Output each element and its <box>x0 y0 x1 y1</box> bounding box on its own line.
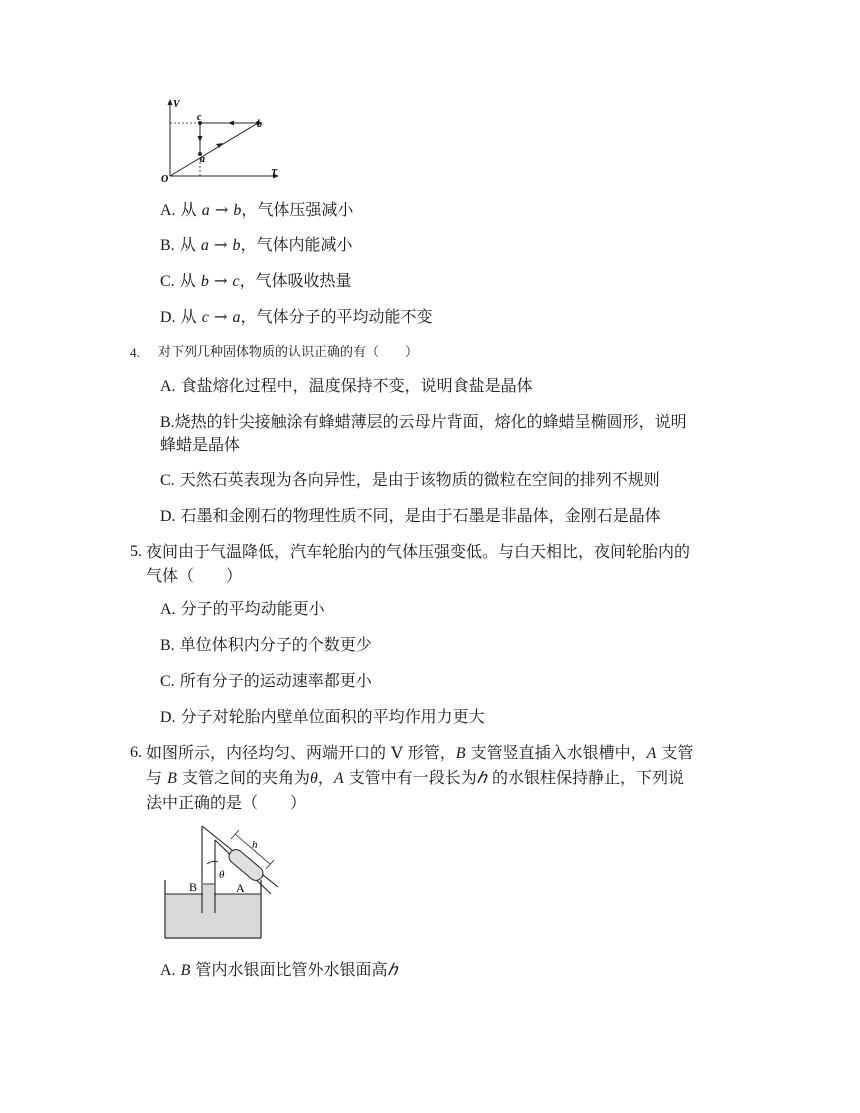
point-a-label: a <box>200 154 205 165</box>
label-theta: θ <box>219 869 225 881</box>
line-o-to-b <box>170 123 258 176</box>
origin-label: O <box>161 174 169 185</box>
q5-option-c[interactable]: C. 所有分子的运动速率都更小 <box>160 671 372 690</box>
q3-option-b[interactable]: B. 从 a → b，气体内能减小 <box>160 235 353 254</box>
q6-number: 6. <box>130 744 142 761</box>
q3-option-c[interactable]: C. 从 b → c，气体吸收热量 <box>160 271 352 290</box>
q4-option-a[interactable]: A. 食盐熔化过程中，温度保持不变，说明食盐是晶体 <box>160 376 533 395</box>
q5-number: 5. <box>130 543 142 560</box>
point-b-label: b <box>257 119 262 130</box>
point-c-label: c <box>197 112 202 123</box>
q3-option-a[interactable]: A. 从 a → b，气体压强减小 <box>160 200 354 219</box>
label-b: B <box>189 880 198 894</box>
q4-option-b[interactable]: B.烧热的针尖接触涂有蜂蜡薄层的云母片背面，熔化的蜂蜡呈椭圆形，说明 蜂蜡是晶体 <box>160 412 687 454</box>
mercury-column-a <box>226 847 266 883</box>
q5-stem-text: 夜间由于气温降低，汽车轮胎内的气体压强变低。与白天相比，夜间轮胎内的 气体（ ） <box>146 542 691 585</box>
t-axis-label: T <box>271 168 278 179</box>
arrow-b-to-c <box>228 121 234 126</box>
v-axis-label: V <box>173 99 180 110</box>
v-axis-arrow <box>168 99 173 105</box>
q3-option-d[interactable]: D. 从 c → a，气体分子的平均动能不变 <box>160 307 433 326</box>
arrow-c-to-a <box>198 136 203 142</box>
q4-number: 4. <box>130 345 140 360</box>
vt-diagram <box>158 96 288 186</box>
h-dim-tick-top <box>231 830 239 839</box>
q5-option-a[interactable]: A. 分子的平均动能更小 <box>160 599 325 618</box>
q4-stem-text: 对下列几种固体物质的认识正确的有（ ） <box>158 345 419 360</box>
q5-option-d[interactable]: D. 分子对轮胎内壁单位面积的平均作用力更大 <box>160 707 485 726</box>
label-h: h <box>252 839 258 851</box>
q6-option-a[interactable]: A. B 管内水银面比管外水银面高ℎ <box>160 960 398 979</box>
v-tube-diagram <box>160 822 290 942</box>
mercury-in-tube-b <box>203 884 214 913</box>
label-a: A <box>236 881 245 895</box>
q4-option-c[interactable]: C. 天然石英表现为各向异性，是由于该物质的微粒在空间的排列不规则 <box>160 470 660 489</box>
q5-option-b[interactable]: B. 单位体积内分子的个数更少 <box>160 635 372 654</box>
q6-stem-text: 如图所示，内径均匀、两端开口的 V 形管，B 支管竖直插入水银槽中，A 支管 与 B 支管之间的夹角为θ，A 支管中有一段长为ℎ 的水银柱保持静止，下列说 法中正确的是（ ） <box>146 743 694 812</box>
q4-option-d[interactable]: D. 石墨和金刚石的物理性质不同，是由于石墨是非晶体，金刚石是晶体 <box>160 506 661 525</box>
